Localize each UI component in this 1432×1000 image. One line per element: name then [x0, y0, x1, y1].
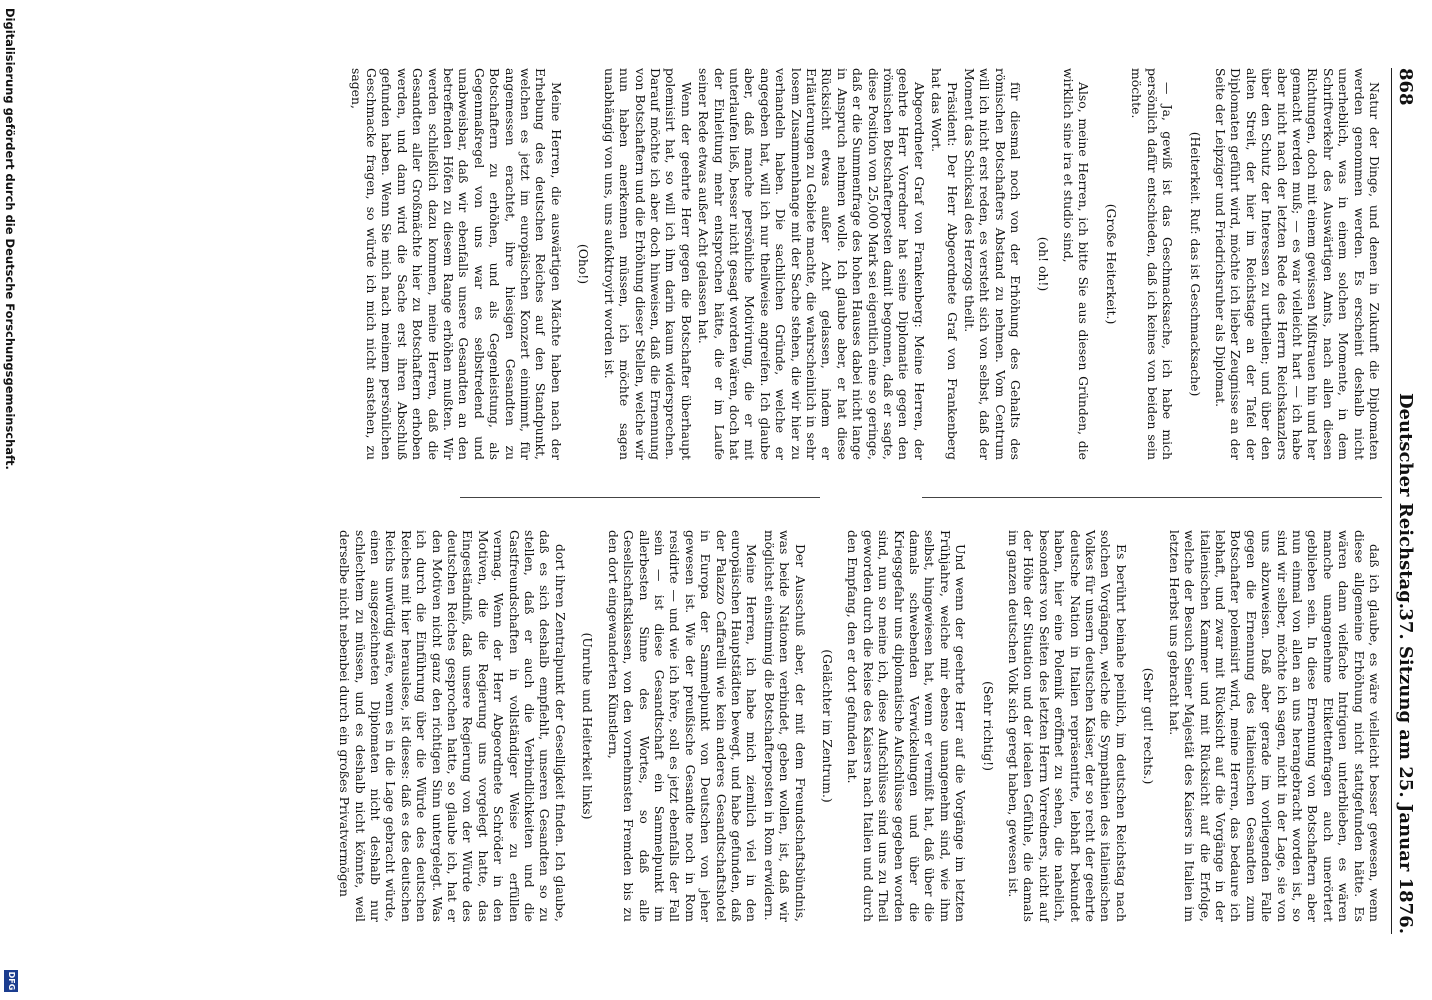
- column-divider: [922, 497, 1382, 498]
- paragraph: Natur der Dinge, und denen in Zukunft die Diplomaten werden genommen werden. Es erscheint deshalb nicht unerheblich, was in einem solchen Momente, in dem Schriftverkehr des Auswärtigen Amts, nach allen diesen Richtungen, doch mit einem gewissen Mißtrauen hin und her gemacht werden muß; — es war vielleicht hart — ich habe aber nicht nach der letzten Rede des Herrn Reichskanzlers über den Schutz der Interessen zu urtheilen; und über den alten Streit, der hier im Reichstage an der Tafel der Diplomaten geführt wird, möchte ich lieber Zeugnisse an der Seite der Leipziger und Friedrichsruher als Diplomat.: [1212, 68, 1382, 460]
- interjection: (Große Heiterkeit.): [1103, 203, 1119, 325]
- paragraph: für diesmal noch von der Erhöhung des Gehalts des römischen Botschafters Abstand zu nehmen. Vom Centrum will ich nicht erst reden, es versteht sich von selbst, daß der Moment das Schicksal des Herzogs theilt.: [962, 68, 1024, 460]
- page-title: Deutscher Reichstag.: [1395, 392, 1416, 610]
- page-number: 868: [1395, 68, 1416, 106]
- paragraph: Meine Herren, die auswärtigen Mächte haben nach der Erhebung des deutschen Reiches auf den Standpunkt, welchen es jetzt im europäischen Konzert einnimmt, für angemessen erachtet, ihre hiesigen Gesandten zu Botschaftern zu erhöhen, und als Gegenleistung, als Gegenmaßregel von uns war es selbstredend und unabweisbar, daß wir ebenfalls unsere Gesandten an den betreffenden Höfen zu diesem Range erhöhen mußten. Wir werden schließlich dazu kommen, meine Herren, daß die Gesandten aller Großmächte hier zu Botschaftern erhoben werden, und dann wird die Sache erst ihren Abschluß gefunden haben. Wenn Sie mich nach meinem persönlichen Geschmacke fragen, so würde ich mich nicht anstehen, zu sagen,: [348, 68, 564, 460]
- left-column: [346, 68, 1382, 460]
- paragraph: Der Ausschuß aber, der mit dem Freundschaftsbündnis, was beide Nationen verbindet, geben wollen, ist, daß wir möglichst einstimmig die Botschafterposten in Rom erwidern.: [761, 530, 808, 922]
- interjection: (oh! oh!): [1035, 236, 1051, 292]
- page-header: [1391, 68, 1418, 934]
- interjection: (Heiterkeit. Ruf: das ist Geschmacksache): [1187, 131, 1203, 397]
- interjection: (Gelächter im Zentrum.): [820, 649, 835, 803]
- speaker-paragraph: Präsident: Der Herr Abgeordnete Graf von Frankenberg hat das Wort.: [929, 68, 960, 460]
- paragraph: Es berührt beinahe peinlich, im deutschen Reichstag nach solchen Vorgängen, welche die Sympathien des italienischen Volkes für unsern deutschen Kaiser, der so recht der geehrte deutsche Nation in Italien repräsentirte, lebhaft bekundet haben, hier eine Polemik eröffnet zu sehen, die nahelich, besonders von Seiten des letzten Herrn Vorredners, nicht auf der Höhe der Situation und der idealen Gefühle, die damals im ganzen deutschen Volk sich geregt haben, gewesen ist.: [1006, 530, 1129, 922]
- interjection: (Sehr richtig!): [980, 681, 996, 771]
- interjection: (Unruhe und Heiterkeit links): [580, 632, 596, 820]
- dfg-logo: DFG: [4, 970, 18, 992]
- paragraph: Meine Herren, ich habe mich ziemlich viel in den europäischen Hauptstädten bewegt, und habe gefunden, daß der Palazzo Caffarelli wie kein anderes Gesandtschaftshotel in Europa der Sammelpunkt von Deutschen von jeher gewesen ist. Wie der preußische Gesandte noch in Rom residirte — und wie ich höre, soll es jetzt ebenfalls der Fall sein — ist diese Gesandtschaft ein Sammelpunkt im allerbesten Sinne des Wortes, so daß alle Gesellschaftsklassen, von den vornehmsten Fremden bis zu den dort eingewanderten Künstlern,: [605, 530, 760, 922]
- paragraph: Also, meine Herren, ich bitte Sie aus diesen Gründen, die wirklich sine ira et studio sind,: [1061, 68, 1092, 460]
- paragraph: Und wenn der geehrte Herr auf die Vorgänge im letzten Frühjahre, welche mir ebenso unangenehm sind, wie ihm selbst, hingewiesen hat, wenn er vermißt hat, daß über die damals schwebenden Verwickelungen und über die Kriegsgefahr uns diplomatische Aufschlüsse gegeben worden sind, nun so meine ich, diese Aufschlüsse sind uns zu Theil geworden durch die Reise des Kaisers nach Italien und durch den Empfang, den er dort gefunden hat.: [845, 530, 969, 922]
- session-date: 37. Sitzung am 25. Januar 1876.: [1395, 608, 1416, 934]
- right-column: [335, 530, 1382, 922]
- column-divider: [460, 497, 820, 498]
- paragraph: daß ich glaube, es wäre vielleicht besser gewesen, wenn diese allgemeine Erhöhung nicht stattgefunden hätte. Es wären dann vielfache Intriguen unterblieben, es wären manche unangenehme Etikettenfragen auch unerörtert geblieben sein. In diese Ernennung von Botschaftern aber nun einmal von allen an uns herangebracht worden ist, so sind wir selber, möchte ich sagen, nicht in der Lage, sie von uns abzuweisen. Daß aber gerade im vorliegenden Falle gegen die Ernennung des italienischen Gesandten zum Botschafter polemisirt wird, meine Herren, das bedaure ich lebhaft, und zwar mit Rücksicht auf die Vorgänge in der italienischen Kammer und mit Rücksicht auf die Erfolge, welche der Besuch Seiner Majestät des Kaisers in Italien im letzten Herbst uns gebracht hat.: [1166, 530, 1382, 922]
- funding-note: Digitalisierung gefördert durch die Deutsche Forschungsgemeinschaft.: [3, 8, 17, 470]
- paragraph: — Ja, gewiß ist das Geschmacksache, ich habe mich persönlich dafür entschieden, daß ich keines von beiden sein möchte.: [1129, 68, 1176, 460]
- paragraph: Wenn der geehrte Herr gegen die Botschafter überhaupt polemisirt hat, so will ich ihm darin kaum widersprechen. Darauf möchte ich aber doch hinweisen, daß die Ernennung von Botschaftern und die Erhöhung dieser Stellen, welche wir nun haben anerkennen müssen, ich möchte sagen unabhängig von uns, uns aufoktroyirt worden ist.: [601, 68, 694, 460]
- interjection: (Sehr gut! rechts.): [1141, 667, 1157, 785]
- paragraph: Abgeordneter Graf von Frankenberg: Meine Herren, der geehrte Herr Vorredner hat seine Diplomatie gegen den römischen Botschafterposten damit begonnen, daß er sagte, diese Position von 25,000 Mark sei eigentlich eine so geringe, daß er die Summenfrage des hohen Hauses dabei nicht lange in Anspruch nehmen wolle. Ich glaube aber, er hat diese Rücksicht etwas außer Acht gelassen, indem er Erläuterungen zu Gebiete machte, die wahrscheinlich in sehr losem Zusammenhange mit der Sache stehen, die wir hier zu verhandeln haben. Die sachlichen Gründe, welche er angegeben hat, will ich nur theilweise angreifen. Ich glaube aber, daß manche persönliche Motivirung, die er mit unterlaufen ließ, besser nicht gesagt worden wären, doch hat der Einleitung mehr entsprochen hätte, die er im Laufe seiner Rede etwas außer Acht gelassen hat.: [696, 68, 927, 460]
- page-footer: [0, 0, 20, 1000]
- interjection: (Oho!): [576, 243, 592, 285]
- paragraph: dort ihren Zentralpunkt der Geselligkeit finden. Ich glaube, daß es sich deshalb empfiehlt, unseren Gesandten so zu stellen, daß er auch die Verbindlichkeiten und die Gastfreundschaften in vollständiger Weise zu erfüllen vermag. Wenn der Herr Abgeordnete Schröder in den Motiven, die die Regierung uns vorgelegt hatte, das Eingeständniß, daß unsere Regierung von der Würde des deutschen Reiches gesprochen hatte, so glaube ich, hat er den Motiven nicht ganz den richtigen Sinn untergelegt. Was ich durch die Einführung über die Würde des deutschen Reiches mit hier herauslese, ist dieses: daß es des deutschen Reichs unwürdig wäre, wenn es in die Lage gebracht würde, einen ausgezeichneten Diplomaten nicht deshalb nur schlechtem zu müssen, und es deshalb nicht könnte, weil derselbe nicht nebenbei durch ein großes Privatvermögen: [337, 530, 568, 922]
